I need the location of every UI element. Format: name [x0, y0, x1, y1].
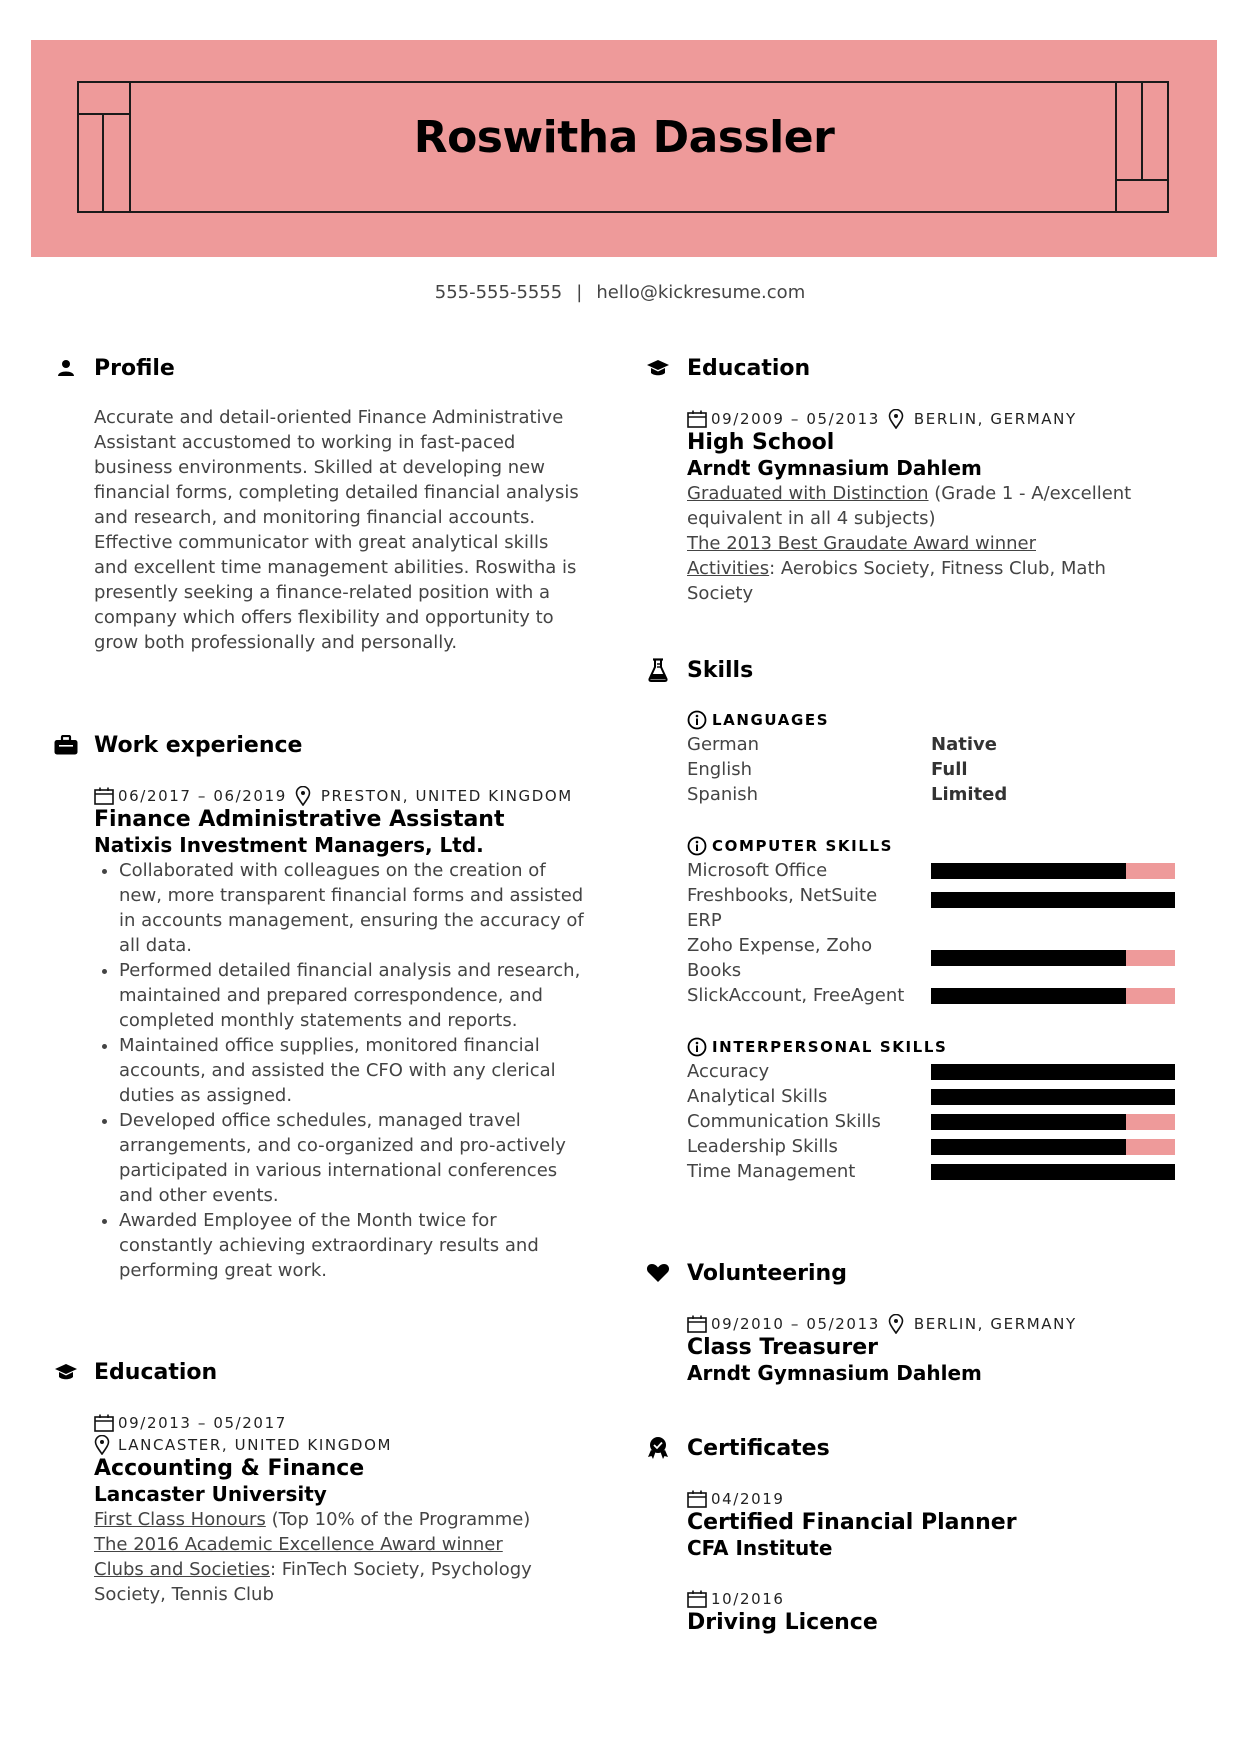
certificate-date: 10/2016: [711, 1590, 785, 1608]
work-location: PRESTON, UNITED KINGDOM: [320, 787, 573, 805]
skill-level-fill: [931, 1139, 1126, 1155]
contact-line: [0, 282, 1240, 303]
briefcase-icon: [54, 733, 78, 757]
work-role: Finance Administrative Assistant: [94, 807, 505, 832]
location-pin-icon: [888, 1314, 904, 1334]
skill-group-title: [687, 834, 1187, 858]
volunteering-dates: 09/2010 – 05/2013: [711, 1315, 880, 1333]
location-pin-icon: [888, 409, 904, 429]
certificate-date: 04/2019: [711, 1490, 785, 1508]
education-school: Lancaster University: [94, 1482, 327, 1506]
skill-group-label: COMPUTER SKILLS: [712, 837, 894, 855]
education-details: [687, 481, 1157, 606]
education-location-row: [94, 1434, 594, 1456]
skill-level-fill: [931, 1114, 1126, 1130]
profile-summary: Accurate and detail-oriented Finance Administrative Assistant accustomed to working in fast-paced business environments. Skilled at developing new financial forms, completing detailed financial analysis and research, and monitoring financial accounts. Effective communicator with great analytical skills and excellent time management abilities. Roswitha is presently seeking a finance-related position with a company which offers flexibility and opportunity to grow both professionally and personally.: [94, 407, 579, 653]
education-honour-note: (Grade 1 - A/excellent equivalent in all 4 subjects): [687, 483, 1132, 529]
work-company: Natixis Investment Managers, Ltd.: [94, 833, 484, 857]
work-bullet: • Developed office schedules, managed travel arrangements, and co-organized and pro-actively participated in various international conferences and other events.: [119, 1108, 594, 1208]
skill-level-fill: [931, 1164, 1175, 1180]
section-title: Profile: [94, 355, 175, 381]
volunteering-meta: [687, 1313, 1187, 1335]
certificate-issuer: CFA Institute: [687, 1536, 833, 1560]
language-name: German: [687, 734, 760, 755]
header-banner: [31, 40, 1217, 257]
skill-row: [687, 883, 1187, 933]
skill-name: Leadership Skills: [687, 1136, 838, 1157]
skill-row: [687, 1109, 1187, 1134]
section-title: Education: [687, 355, 811, 381]
calendar-icon: [94, 1414, 114, 1432]
education-honour: First Class Honours: [94, 1509, 266, 1530]
email-address[interactable]: hello@kickresume.com: [596, 282, 806, 303]
section-header-skills: [646, 657, 754, 683]
section-title: Certificates: [687, 1435, 830, 1461]
skill-level-bar: [931, 863, 1175, 879]
location-pin-icon: [94, 1435, 110, 1455]
contact-separator: |: [576, 282, 583, 303]
graduation-cap-icon: [54, 1360, 78, 1384]
education-school: Arndt Gymnasium Dahlem: [687, 456, 982, 480]
education-award: The 2013 Best Graudate Award winner: [687, 533, 1036, 554]
skill-level-bar: [931, 950, 1175, 966]
education-degree: Accounting & Finance: [94, 1456, 365, 1481]
work-meta: [94, 785, 594, 807]
education-item: [687, 408, 1187, 606]
skill-level-bar: [931, 1164, 1175, 1180]
skill-level-fill: [931, 1064, 1175, 1080]
skill-group-label: INTERPERSONAL SKILLS: [712, 1038, 948, 1056]
education-location: BERLIN, GERMANY: [913, 410, 1077, 428]
section-title: Volunteering: [687, 1260, 847, 1286]
frame-decoration: [1115, 179, 1169, 213]
skill-group-title: [687, 708, 1187, 732]
section-header-education: [54, 1359, 218, 1385]
skill-name: Analytical Skills: [687, 1086, 828, 1107]
education-dates-row: [94, 1412, 594, 1434]
section-header-profile: [54, 355, 175, 381]
language-level: Limited: [931, 784, 1008, 805]
calendar-icon: [687, 1490, 707, 1508]
language-row: [687, 732, 1187, 757]
certificate-meta: [687, 1588, 1187, 1610]
education-award: The 2016 Academic Excellence Award winner: [94, 1534, 503, 1555]
language-name: English: [687, 759, 752, 780]
skill-name: Microsoft Office: [687, 860, 828, 881]
education-degree: High School: [687, 430, 835, 455]
skill-level-bar: [931, 1139, 1175, 1155]
skill-level-bar: [931, 892, 1175, 908]
skill-level-bar: [931, 1114, 1175, 1130]
section-header-work: [54, 732, 303, 758]
flask-icon: [646, 658, 670, 682]
skill-name: SlickAccount, FreeAgent: [687, 985, 905, 1006]
skill-name: Accuracy: [687, 1061, 770, 1082]
certificate-item: [687, 1588, 1187, 1636]
language-level: Native: [931, 734, 997, 755]
language-level: Full: [931, 759, 968, 780]
skill-row: [687, 1059, 1187, 1084]
skill-level-bar: [931, 1064, 1175, 1080]
language-row: [687, 782, 1187, 807]
education-dates: 09/2009 – 05/2013: [711, 410, 880, 428]
skill-level-fill: [931, 1089, 1175, 1105]
person-icon: [54, 356, 78, 380]
calendar-icon: [687, 410, 707, 428]
education-activities: : Aerobics Society, Fitness Club, Math Society: [687, 558, 1106, 604]
calendar-icon: [94, 787, 114, 805]
skill-level-fill: [931, 988, 1126, 1004]
section-title: Education: [94, 1359, 218, 1385]
education-details: [94, 1507, 584, 1607]
section-header-education: [646, 355, 811, 381]
skill-row: [687, 1134, 1187, 1159]
education-activities-label: Activities: [687, 558, 770, 579]
info-icon: [687, 836, 707, 856]
education-item: [94, 1412, 594, 1607]
work-dates: 06/2017 – 06/2019: [118, 787, 287, 805]
education-honour: Graduated with Distinction: [687, 483, 929, 504]
skill-level-fill: [931, 950, 1126, 966]
work-bullet: • Performed detailed financial analysis and research, maintained and prepared correspondence, and completed monthly statements and reports.: [119, 958, 594, 1033]
section-header-volunteering: [646, 1260, 847, 1286]
education-honour-note: (Top 10% of the Programme): [265, 1509, 531, 1530]
skill-row: [687, 1159, 1187, 1184]
certificate-meta: [687, 1488, 1187, 1510]
section-title: Skills: [687, 657, 754, 683]
award-icon: [646, 1436, 670, 1460]
location-pin-icon: [295, 786, 311, 806]
skill-level-fill: [931, 892, 1175, 908]
work-achievements: [94, 858, 594, 1283]
certificate-name: Driving Licence: [687, 1610, 878, 1635]
education-clubs: : FinTech Society, Psychology Society, Tennis Club: [94, 1559, 532, 1605]
skills-languages: [687, 708, 1187, 807]
frame-decoration: [77, 81, 131, 115]
section-header-certificates: [646, 1435, 830, 1461]
skill-row: [687, 1084, 1187, 1109]
language-name: Spanish: [687, 784, 759, 805]
certificate-name: Certified Financial Planner: [687, 1510, 1017, 1535]
education-location: LANCASTER, UNITED KINGDOM: [118, 1436, 393, 1454]
volunteering-org: Arndt Gymnasium Dahlem: [687, 1361, 982, 1385]
work-bullet: • Awarded Employee of the Month twice for constantly achieving extraordinary results and performing great work.: [119, 1208, 594, 1283]
info-icon: [687, 710, 707, 730]
skill-name: Freshbooks, NetSuite ERP: [687, 885, 878, 931]
skill-name: Time Management: [687, 1161, 856, 1182]
work-bullet: • Maintained office supplies, monitored financial accounts, and assisted the CFO with any clerical duties as assigned.: [119, 1033, 594, 1108]
skills-computer: [687, 834, 1187, 1008]
skill-row: [687, 858, 1187, 883]
skill-level-bar: [931, 1089, 1175, 1105]
certificate-item: [687, 1488, 1187, 1561]
skill-row: [687, 983, 1187, 1008]
skill-row: [687, 933, 1187, 983]
volunteering-location: BERLIN, GERMANY: [913, 1315, 1077, 1333]
skill-level-bar: [931, 988, 1175, 1004]
work-item: [94, 785, 594, 1283]
education-dates: 09/2013 – 05/2017: [118, 1414, 287, 1432]
phone-number[interactable]: 555-555-5555: [434, 282, 563, 303]
volunteering-role: Class Treasurer: [687, 1335, 878, 1360]
graduation-cap-icon: [646, 356, 670, 380]
education-meta: [687, 408, 1187, 430]
section-title: Work experience: [94, 732, 303, 758]
calendar-icon: [687, 1315, 707, 1333]
language-row: [687, 757, 1187, 782]
heart-icon: [646, 1261, 670, 1285]
work-bullet: • Collaborated with colleagues on the creation of new, more transparent financial forms and assisted in accounts management, ensuring the accuracy of all data.: [119, 858, 594, 958]
skill-group-label: LANGUAGES: [712, 711, 830, 729]
skill-group-title: [687, 1035, 1187, 1059]
education-clubs-label: Clubs and Societies: [94, 1559, 271, 1580]
candidate-name: Roswitha Dassler: [413, 112, 835, 163]
skill-name: Communication Skills: [687, 1111, 881, 1132]
volunteering-item: [687, 1313, 1187, 1386]
calendar-icon: [687, 1590, 707, 1608]
skill-name: Zoho Expense, Zoho Books: [687, 935, 873, 981]
info-icon: [687, 1037, 707, 1057]
skill-level-fill: [931, 863, 1126, 879]
skills-interpersonal: [687, 1035, 1187, 1184]
